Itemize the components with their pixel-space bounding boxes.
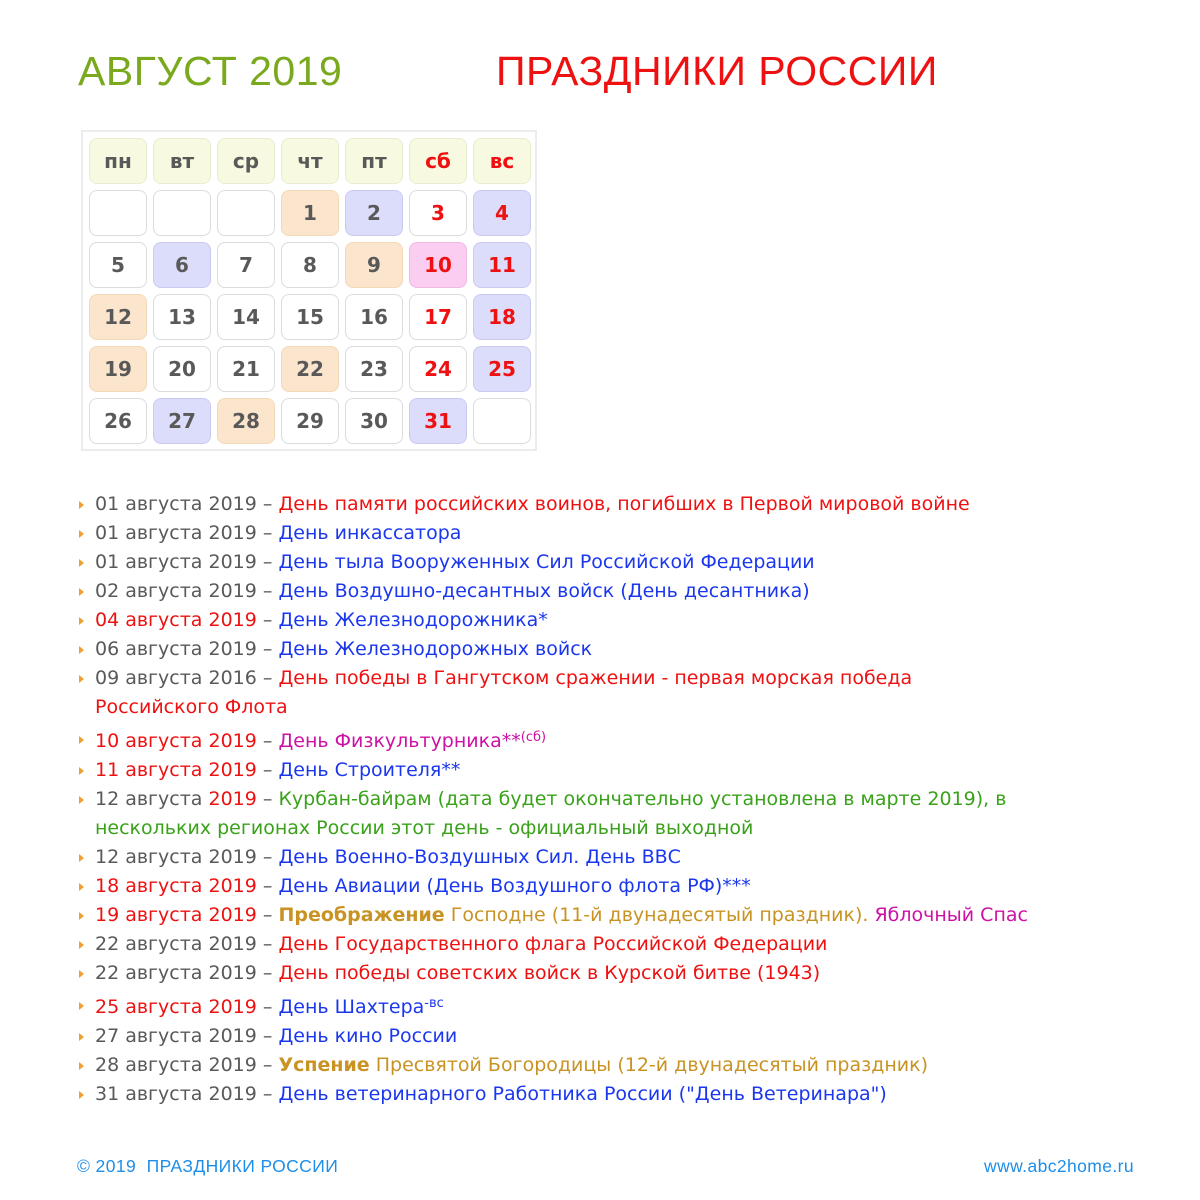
event-title: День Воздушно-десантных войск (День десантника) <box>278 580 810 602</box>
event-date: 19 августа 2019 <box>95 904 257 926</box>
event-separator: – <box>256 1083 279 1105</box>
calendar-day-empty <box>473 398 531 444</box>
event-note: (сб) <box>520 730 547 745</box>
list-item <box>77 727 1187 756</box>
weekday-tue: вт <box>153 138 211 184</box>
event-title: День инкассатора <box>278 522 462 544</box>
calendar-day: 18 <box>473 294 531 340</box>
footer-site-link[interactable]: www.abc2home.ru <box>984 1156 1134 1176</box>
event-separator: – <box>256 788 279 810</box>
event-date: 27 августа 2019 <box>95 1025 257 1047</box>
event-date: 12 августа 2019 <box>95 846 257 868</box>
event-date: 06 августа 2019 <box>95 638 257 660</box>
event-separator: – <box>256 551 279 573</box>
calendar-day-empty <box>153 190 211 236</box>
list-item <box>77 959 1187 988</box>
event-date: 22 августа 2019 <box>95 962 257 984</box>
bullet-arrow-icon <box>79 530 84 538</box>
list-item <box>77 548 1187 577</box>
event-title: Господне (11-й двунадесятый праздник). <box>444 904 869 926</box>
calendar-day: 13 <box>153 294 211 340</box>
calendar-day: 30 <box>345 398 403 444</box>
event-title-continued: нескольких регионах России этот день - официальный выходной <box>95 817 754 839</box>
bullet-arrow-icon <box>79 1062 84 1070</box>
event-separator: – <box>256 996 279 1018</box>
calendar-day: 31 <box>409 398 467 444</box>
bullet-arrow-icon <box>79 588 84 596</box>
event-separator: – <box>256 759 279 781</box>
event-separator: – <box>256 904 279 926</box>
footer-copyright: © 2019 ПРАЗДНИКИ РОССИИ <box>77 1156 339 1176</box>
calendar-day: 9 <box>345 242 403 288</box>
event-note: -вс <box>424 996 444 1011</box>
weekday-sun: вс <box>473 138 531 184</box>
event-title: День Строителя** <box>278 759 461 781</box>
bullet-arrow-icon <box>79 796 84 804</box>
calendar-day: 14 <box>217 294 275 340</box>
calendar-day: 19 <box>89 346 147 392</box>
list-item <box>77 606 1187 635</box>
bullet-arrow-icon <box>79 1091 84 1099</box>
list-item <box>77 490 1187 519</box>
calendar-day: 15 <box>281 294 339 340</box>
calendar-day: 11 <box>473 242 531 288</box>
event-date: 18 августа 2019 <box>95 875 257 897</box>
month-title: АВГУСТ 2019 <box>78 48 343 94</box>
event-title: День памяти российских воинов, погибших в Первой мировой войне <box>278 493 970 515</box>
calendar-day: 26 <box>89 398 147 444</box>
bullet-arrow-icon <box>79 767 84 775</box>
event-separator: – <box>256 933 279 955</box>
event-date: 31 августа 2019 <box>95 1083 257 1105</box>
bullet-arrow-icon <box>79 970 84 978</box>
calendar-day-empty <box>217 190 275 236</box>
calendar-day-empty <box>89 190 147 236</box>
list-item <box>77 664 1187 722</box>
calendar-day: 28 <box>217 398 275 444</box>
holidays-title: ПРАЗДНИКИ РОССИИ <box>496 48 938 94</box>
event-separator: – <box>256 667 279 689</box>
event-title: День Авиации (День Воздушного флота РФ)*** <box>278 875 751 897</box>
event-title: День победы советских войск в Курской битве (1943) <box>278 962 821 984</box>
event-title: День тыла Вооруженных Сил Российской Федерации <box>278 551 815 573</box>
event-separator: – <box>256 730 279 752</box>
event-date: 01 августа 2019 <box>95 551 257 573</box>
calendar-day: 23 <box>345 346 403 392</box>
bullet-arrow-icon <box>79 736 84 744</box>
event-date: 25 августа 2019 <box>95 996 257 1018</box>
calendar-day: 24 <box>409 346 467 392</box>
event-title: День Железнодорожника* <box>278 609 548 631</box>
event-title: День Военно-Воздушных Сил. День ВВС <box>278 846 681 868</box>
calendar-day: 16 <box>345 294 403 340</box>
weekday-fri: пт <box>345 138 403 184</box>
event-title-bold: Успение <box>278 1054 370 1076</box>
event-title: День Физкультурника** <box>278 730 521 752</box>
bullet-arrow-icon <box>79 941 84 949</box>
weekday-mon: пн <box>89 138 147 184</box>
list-item <box>77 635 1187 664</box>
event-date: 12 августа <box>95 788 209 810</box>
event-date: 01 августа 2019 <box>95 522 257 544</box>
bullet-arrow-icon <box>79 559 84 567</box>
bullet-arrow-icon <box>79 617 84 625</box>
event-separator: – <box>256 522 279 544</box>
event-separator: – <box>256 493 279 515</box>
weekday-sat: сб <box>409 138 467 184</box>
event-extra: Яблочный Спас <box>868 904 1028 926</box>
event-separator: – <box>256 638 279 660</box>
list-item <box>77 872 1187 901</box>
event-title: Пресвятой Богородицы (12-й двунадесятый праздник) <box>369 1054 929 1076</box>
event-separator: – <box>256 1025 279 1047</box>
list-item <box>77 785 1187 843</box>
bullet-arrow-icon <box>79 912 84 920</box>
calendar-day: 25 <box>473 346 531 392</box>
event-separator: – <box>256 962 279 984</box>
bullet-arrow-icon <box>79 646 84 654</box>
list-item <box>77 756 1187 785</box>
list-item <box>77 843 1187 872</box>
event-date: 02 августа 2019 <box>95 580 257 602</box>
weekday-wed: ср <box>217 138 275 184</box>
calendar-day: 12 <box>89 294 147 340</box>
calendar-day: 27 <box>153 398 211 444</box>
event-title: День Шахтера <box>278 996 425 1018</box>
bullet-arrow-icon <box>79 1033 84 1041</box>
calendar-day: 10 <box>409 242 467 288</box>
holiday-list <box>77 490 1187 1109</box>
event-title: День победы в Гангутском сражении - первая морская победа <box>278 667 913 689</box>
event-date: 04 августа 2019 <box>95 609 257 631</box>
event-separator: – <box>256 846 279 868</box>
bullet-arrow-icon <box>79 675 84 683</box>
event-date: 22 августа 2019 <box>95 933 257 955</box>
event-title: День Железнодорожных войск <box>278 638 593 660</box>
calendar-day: 29 <box>281 398 339 444</box>
calendar-day: 21 <box>217 346 275 392</box>
list-item <box>77 1080 1187 1109</box>
calendar-grid <box>81 130 537 451</box>
list-item <box>77 1051 1187 1080</box>
bullet-arrow-icon <box>79 1002 84 1010</box>
list-item <box>77 577 1187 606</box>
calendar-day: 2 <box>345 190 403 236</box>
event-date: 28 августа 2019 <box>95 1054 257 1076</box>
bullet-arrow-icon <box>79 501 84 509</box>
event-title: День ветеринарного Работника России ("День Ветеринара") <box>278 1083 887 1105</box>
event-date: 11 августа 2019 <box>95 759 257 781</box>
event-title-continued: Российского Флота <box>95 696 288 718</box>
bullet-arrow-icon <box>79 854 84 862</box>
event-date: 10 августа 2019 <box>95 730 257 752</box>
event-separator: – <box>256 609 279 631</box>
list-item <box>77 1022 1187 1051</box>
event-title: Курбан-байрам (дата будет окончательно установлена в марте 2019), в <box>278 788 1007 810</box>
list-item <box>77 901 1187 930</box>
event-title: День Государственного флага Российской Федерации <box>278 933 828 955</box>
event-date-year: 2019 <box>208 788 257 810</box>
bullet-arrow-icon <box>79 883 84 891</box>
calendar-day: 4 <box>473 190 531 236</box>
list-item <box>77 930 1187 959</box>
calendar-day: 1 <box>281 190 339 236</box>
event-title-bold: Преображение <box>278 904 445 926</box>
calendar-day: 22 <box>281 346 339 392</box>
calendar-day: 6 <box>153 242 211 288</box>
event-separator: – <box>256 875 279 897</box>
event-date: 09 августа 2016 <box>95 667 257 689</box>
calendar-day: 3 <box>409 190 467 236</box>
calendar-day: 8 <box>281 242 339 288</box>
calendar-day: 17 <box>409 294 467 340</box>
list-item <box>77 519 1187 548</box>
event-separator: – <box>256 580 279 602</box>
calendar-day: 5 <box>89 242 147 288</box>
event-date: 01 августа 2019 <box>95 493 257 515</box>
event-title: День кино России <box>278 1025 458 1047</box>
weekday-thu: чт <box>281 138 339 184</box>
calendar-day: 7 <box>217 242 275 288</box>
list-item <box>77 993 1187 1022</box>
event-separator: – <box>256 1054 279 1076</box>
calendar-day: 20 <box>153 346 211 392</box>
